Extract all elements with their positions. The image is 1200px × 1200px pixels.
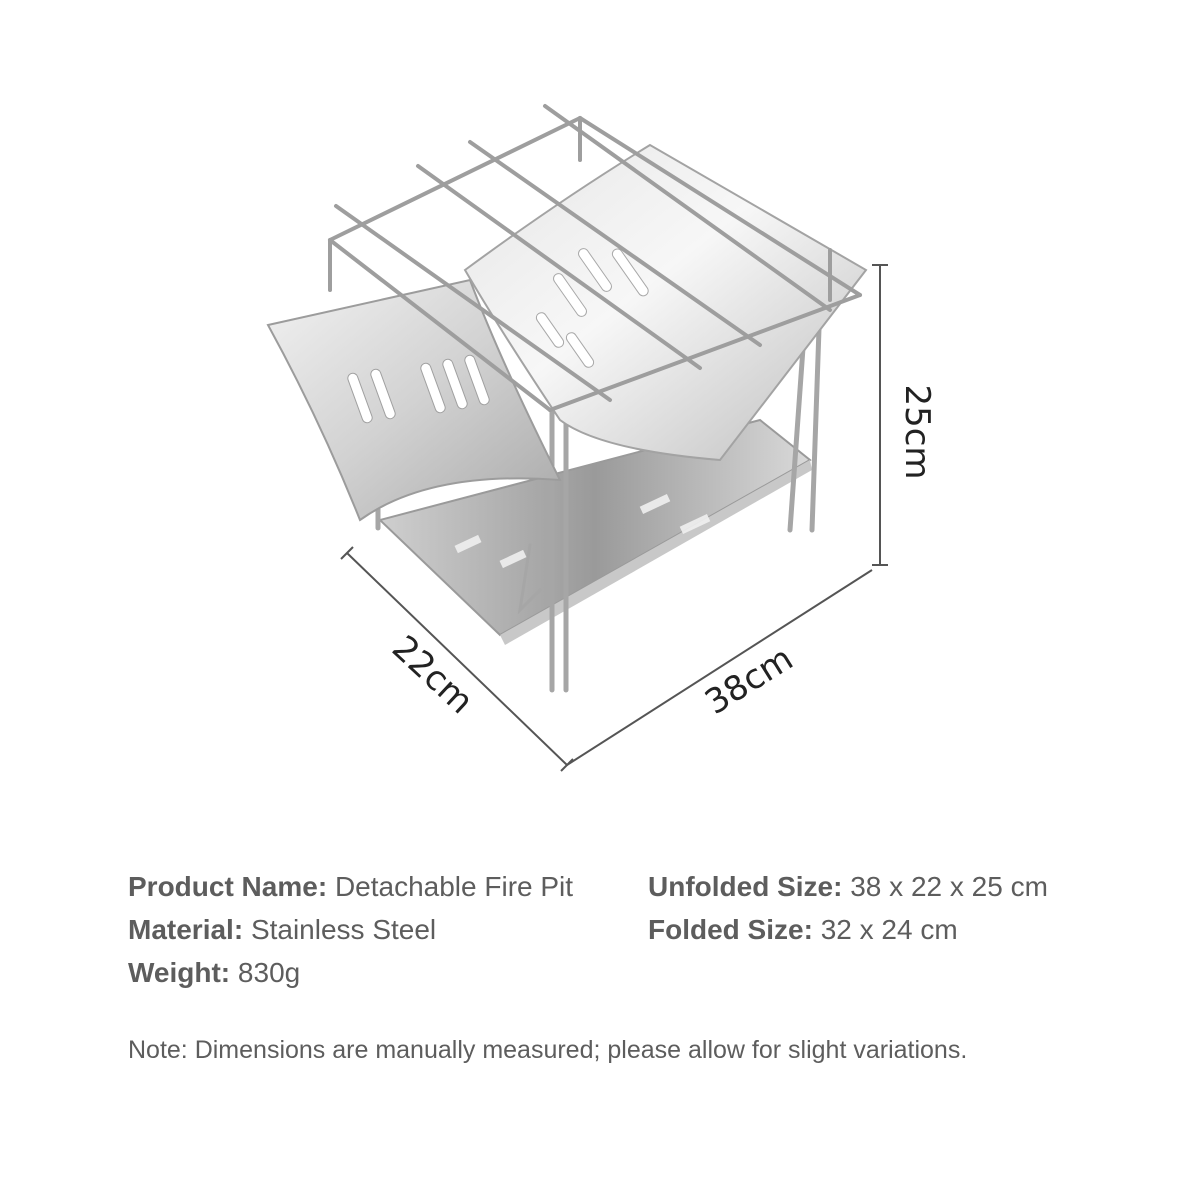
spec-value: 830g (237, 957, 301, 988)
measurement-note: Note: Dimensions are manually measured; please allow for slight variations. (128, 1036, 968, 1064)
spec-folded-size (648, 909, 958, 951)
spec-material (128, 909, 436, 951)
spec-value: Detachable Fire Pit (334, 871, 574, 902)
spec-label: Unfolded Size: (648, 871, 843, 902)
spec-unfolded-size (648, 866, 1048, 908)
spec-product-name (128, 866, 573, 908)
spec-value: 32 x 24 cm (820, 914, 958, 945)
spec-label: Weight: (128, 957, 231, 988)
height-dimension-label: 25cm (897, 384, 937, 480)
spec-label: Product Name: (128, 871, 328, 902)
width-dimension-label: 38cm (698, 638, 801, 723)
spec-label: Material: (128, 914, 244, 945)
spec-label: Folded Size: (648, 914, 813, 945)
spec-weight (128, 952, 300, 994)
depth-dimension-label: 22cm (384, 627, 481, 723)
spec-value: Stainless Steel (250, 914, 437, 945)
spec-value: 38 x 22 x 25 cm (850, 871, 1048, 902)
